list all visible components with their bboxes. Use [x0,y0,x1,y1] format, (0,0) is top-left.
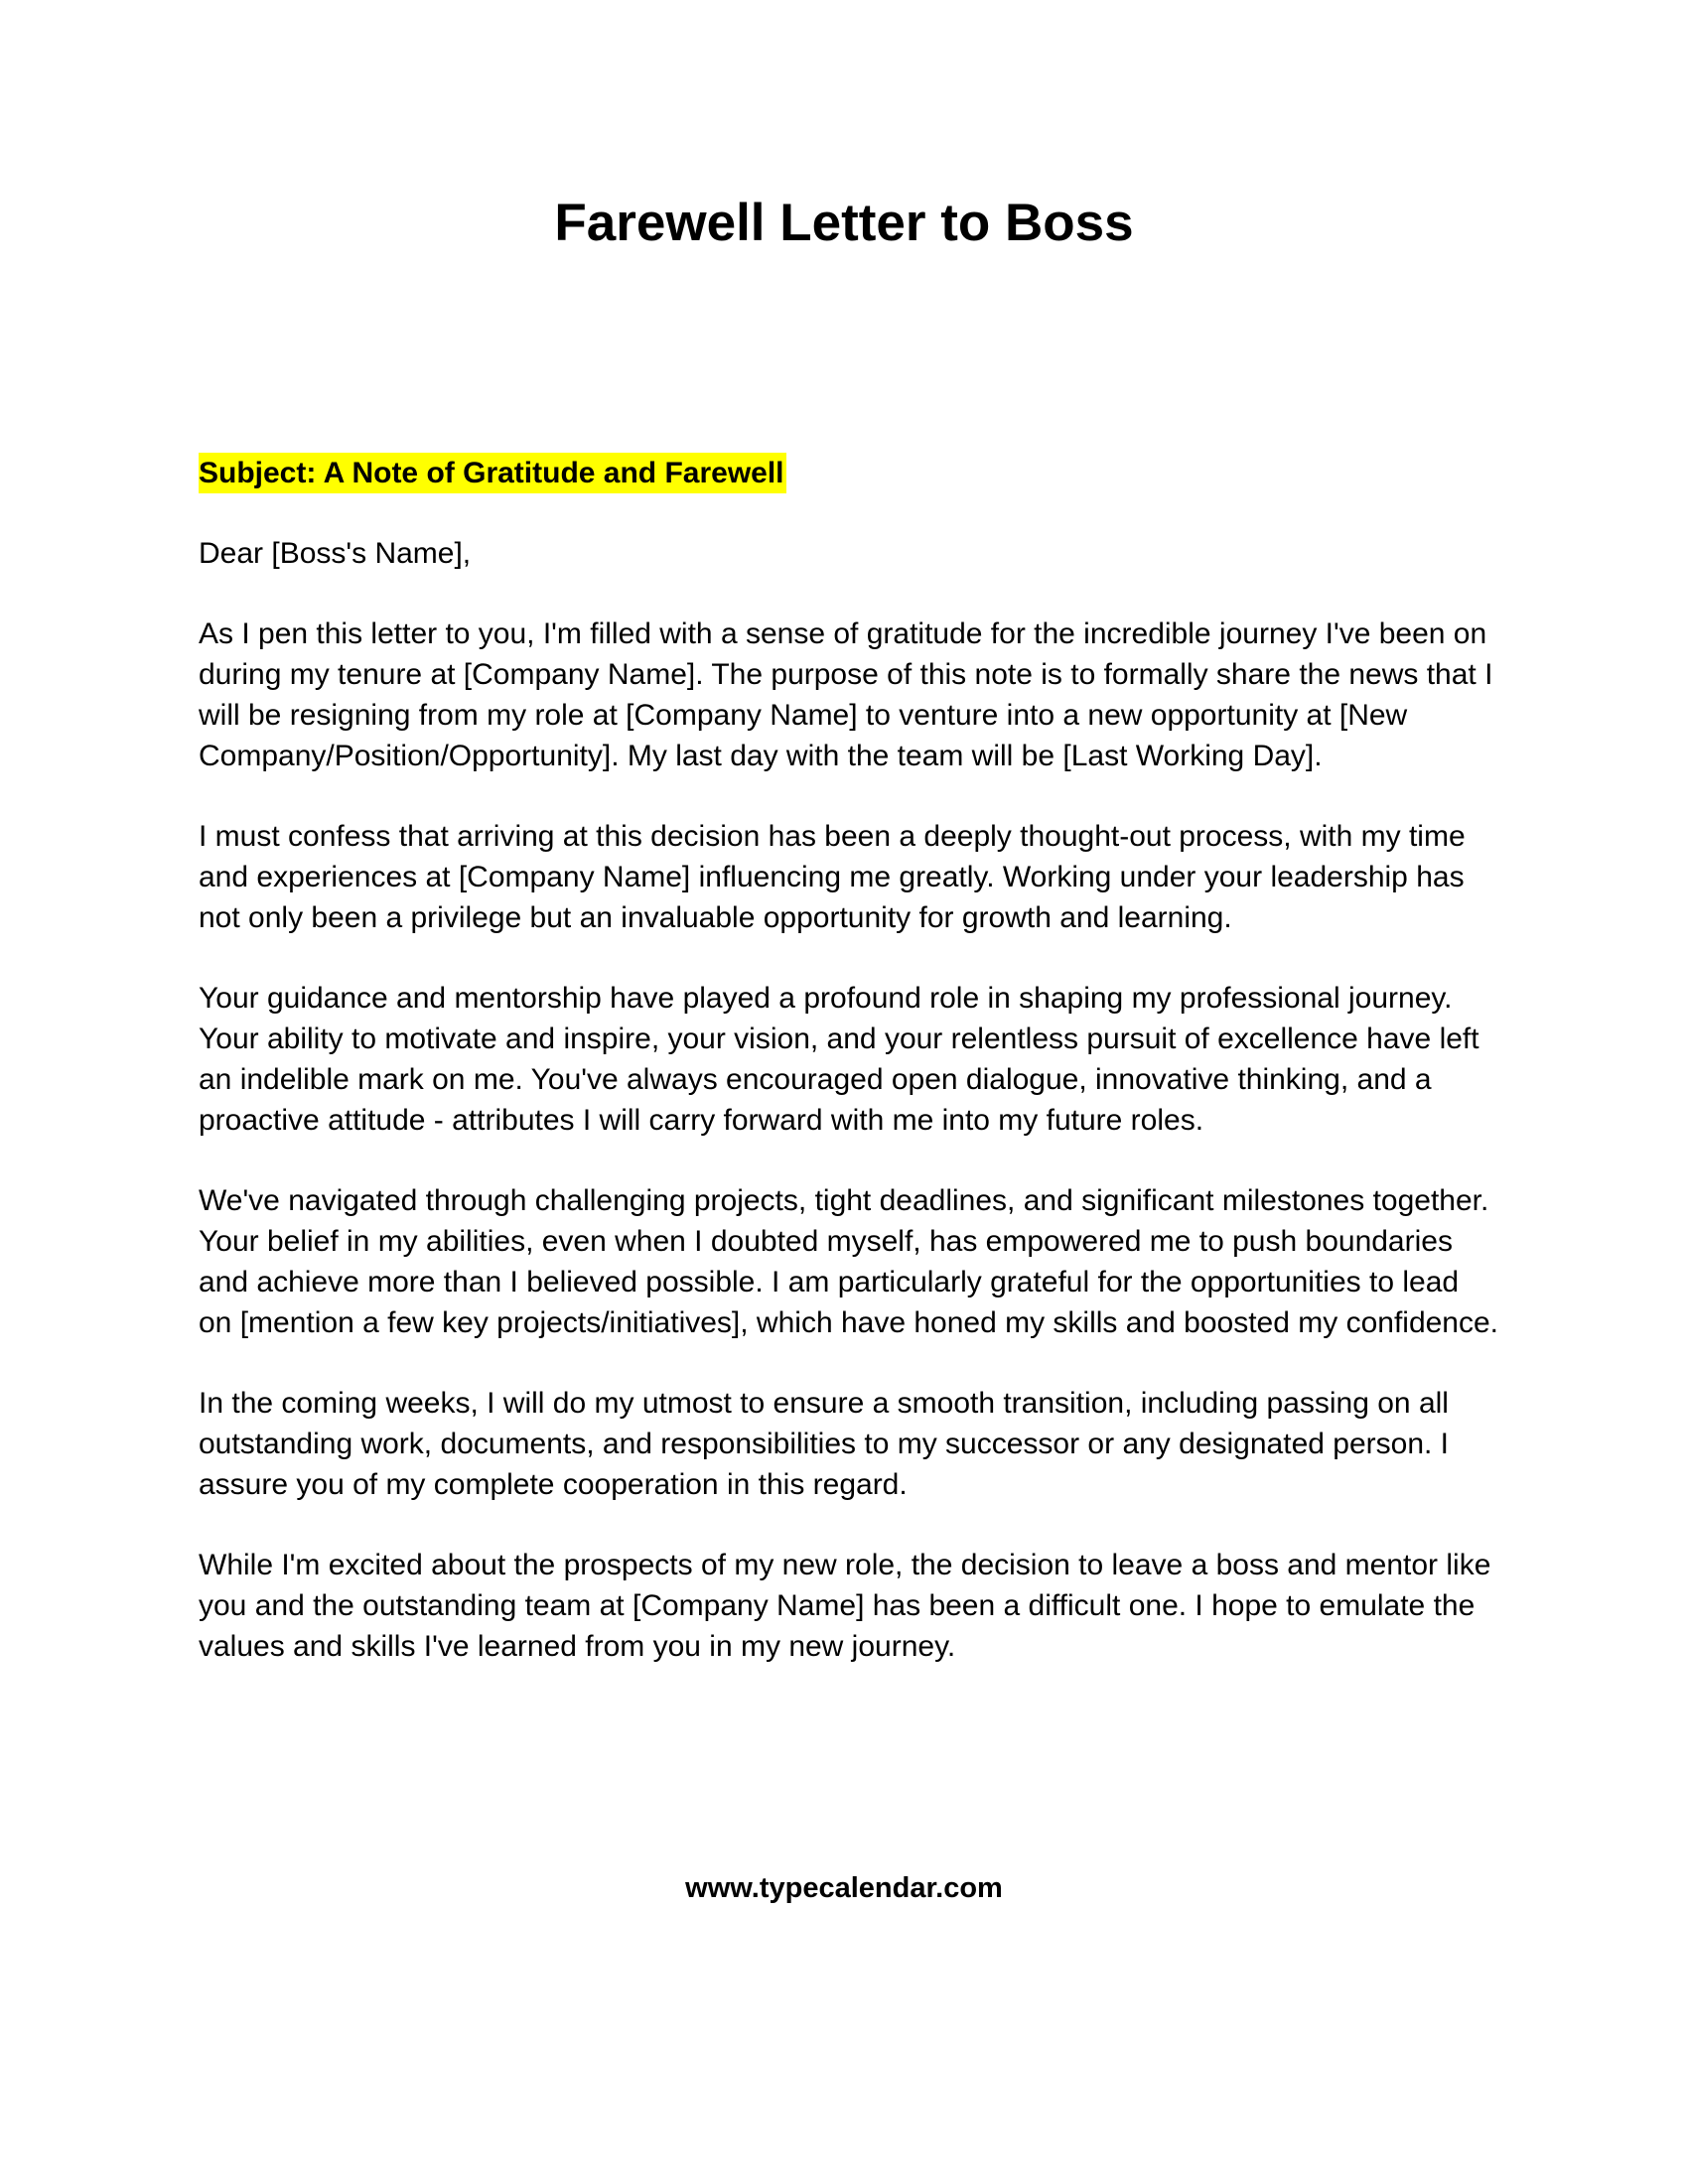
salutation: Dear [Boss's Name], [199,537,472,570]
paragraph-6: While I'm excited about the prospects of my new role, the decision to leave a boss and mentor like you and the outstanding team at [Company Name] has been a difficult one. I hope to emulate the values and skills I've learned from you in my new journey. [199,1549,1491,1663]
paragraph-1: As I pen this letter to you, I'm filled with a sense of gratitude for the incredible journey I've been on during my tenure at [Company Name]. The purpose of this note is to formally share the news that I will be resigning from my role at [Company Name] to venture into a new opportunity at [New Company/Position/Opportunity]. My last day with the team will be [Last Working Day]. [199,617,1493,772]
paragraph-4: We've navigated through challenging projects, tight deadlines, and significant milestones together. Your belief in my abilities, even when I doubted myself, has empowered me to push boundaries and achieve more than I believed possible. I am particularly grateful for the opportunities to lead on [mention a few key projects/initiatives], which have honed my skills and boosted my confidence. [199,1184,1499,1339]
paragraph-5: In the coming weeks, I will do my utmost to ensure a smooth transition, including passing on all outstanding work, documents, and responsibilities to my successor or any designated person. I assure you of my complete cooperation in this regard. [199,1387,1450,1501]
letter-body [199,453,1499,1706]
paragraph-3: Your guidance and mentorship have played a profound role in shaping my professional journey. Your ability to motivate and inspire, your vision, and your relentless pursuit of excellence have left an indelible mark on me. You've always encouraged open dialogue, innovative thinking, and a proactive attitude - attributes I will carry forward with me into my future roles. [199,982,1479,1137]
document-title: Farewell Letter to Boss [554,194,1134,252]
paragraph-2: I must confess that arriving at this decision has been a deeply thought-out process, with my time and experiences at [Company Name] influencing me greatly. Working under your leadership has not only been a privilege but an invaluable opportunity for growth and learning. [199,820,1466,934]
footer-website: www.typecalendar.com [685,1872,1003,1904]
subject-line-highlighted: Subject: A Note of Gratitude and Farewell [199,453,786,493]
